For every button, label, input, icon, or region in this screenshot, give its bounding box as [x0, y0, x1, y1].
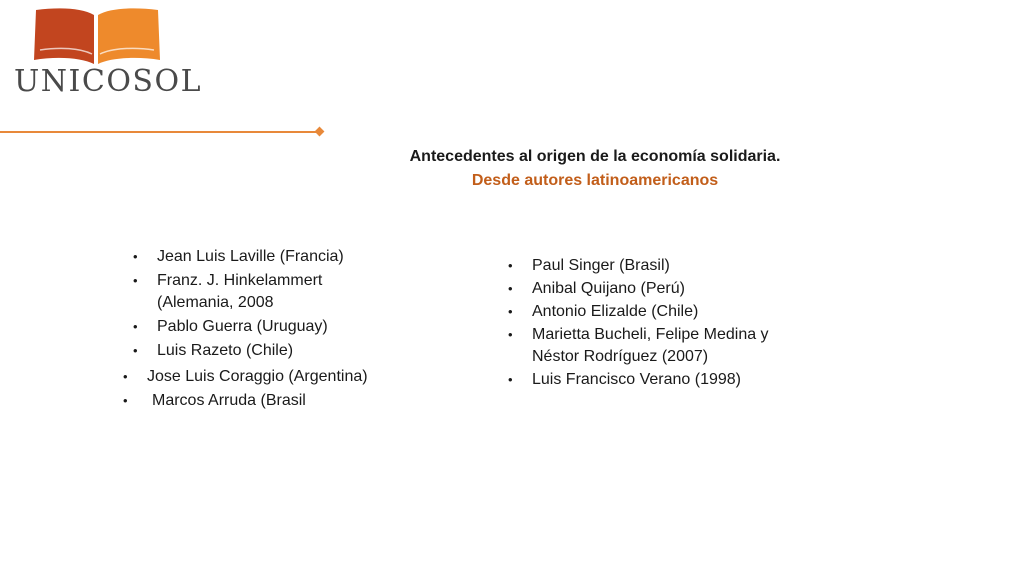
list-item: • Paul Singer (Brasil): [532, 255, 822, 277]
bullet-icon: •: [123, 393, 128, 408]
list-item: • Luis Razeto (Chile): [157, 340, 387, 362]
list-item: • Marietta Bucheli, Felipe Medina y Néstor Rodríguez (2007): [508, 326, 769, 365]
bullet-icon: •: [133, 319, 138, 334]
bullet-icon: •: [508, 304, 513, 319]
title-main: Antecedentes al origen de la economía solidaria.: [409, 148, 781, 165]
list-item: • Luis Francisco Verano (1998): [532, 369, 822, 391]
list-item: • Jose Luis Coraggio (Argentina): [147, 366, 397, 388]
book-right-page: [98, 8, 160, 64]
bullet-icon: •: [508, 327, 513, 342]
title-subtitle: Desde autores latinoamericanos: [471, 172, 719, 189]
list-item: • Antonio Elizalde (Chile): [532, 301, 822, 323]
bullet-icon: •: [133, 249, 138, 264]
book-left-page: [34, 8, 94, 64]
bullet-icon: •: [123, 369, 128, 384]
slide-title: [340, 145, 850, 193]
left-author-list-continued: [123, 366, 397, 412]
list-item: • Pablo Guerra (Uruguay): [157, 316, 387, 338]
bullet-icon: •: [133, 273, 138, 288]
brand-name: UNICOSOL: [14, 64, 203, 99]
list-item: • Anibal Quijano (Perú): [532, 278, 822, 300]
list-item: • Jean Luis Laville (Francia): [157, 246, 387, 268]
bullet-icon: •: [508, 372, 513, 387]
bullet-icon: •: [508, 258, 513, 273]
header-divider: [0, 131, 316, 133]
open-book-icon: [30, 6, 162, 68]
list-item: • Franz. J. Hinkelammert (Alemania, 2008: [133, 272, 323, 311]
left-author-list: [133, 246, 387, 362]
bullet-icon: •: [133, 343, 138, 358]
divider-diamond: [315, 127, 325, 137]
bullet-icon: •: [508, 281, 513, 296]
list-item: • Marcos Arruda (Brasil: [147, 390, 397, 412]
right-author-list: [508, 255, 822, 391]
